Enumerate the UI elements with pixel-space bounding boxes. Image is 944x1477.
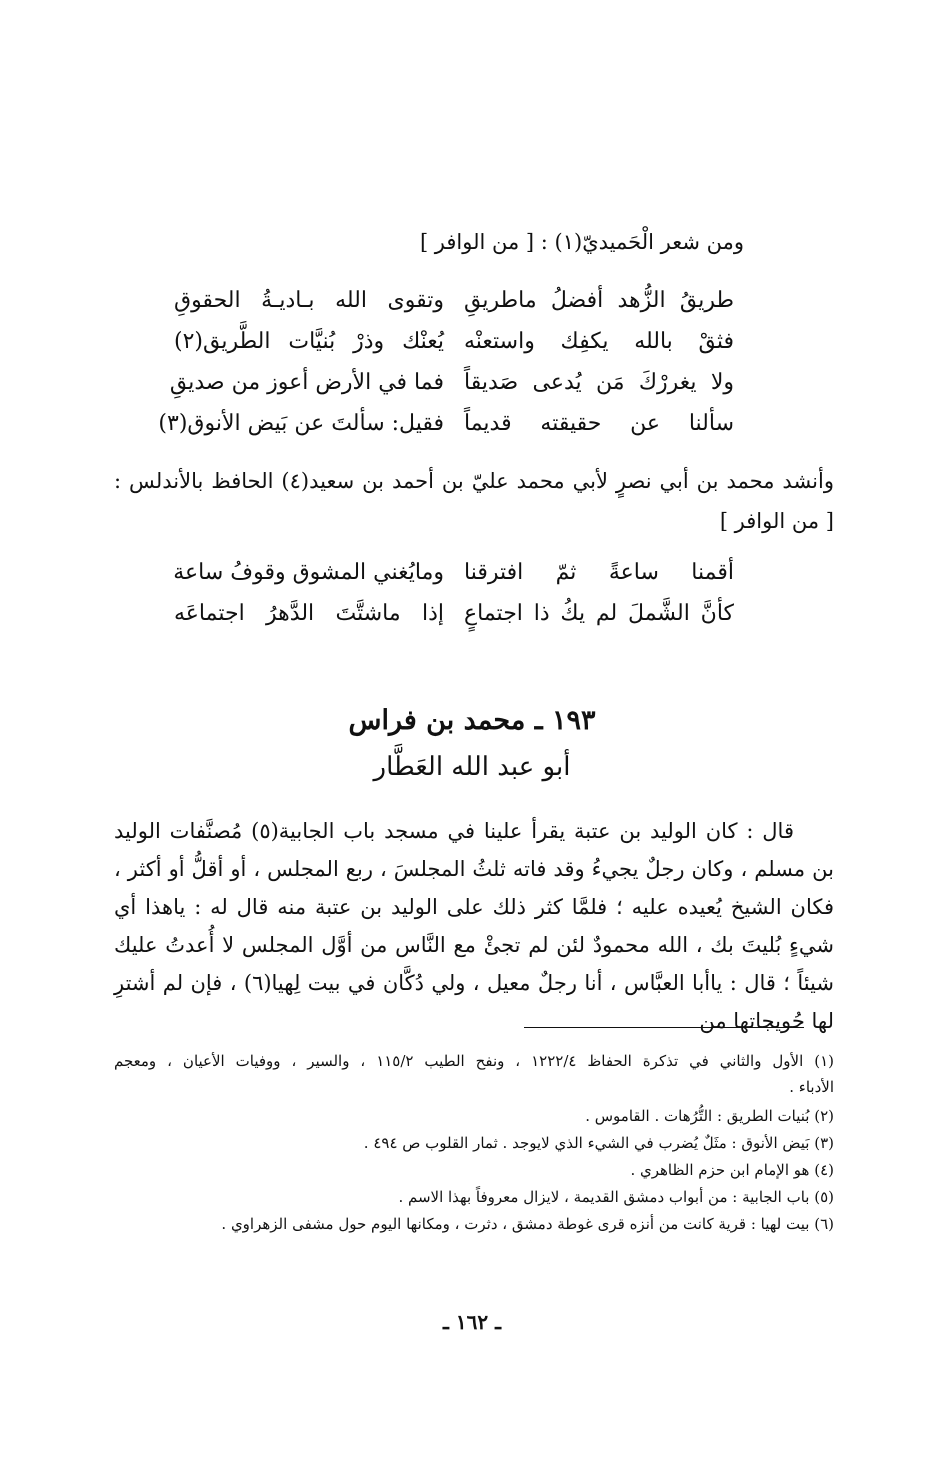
verse-left-hemistich: فقيل: سألتَ عن بَيض الأنوق(٣) [158,411,444,436]
verse-left-hemistich: إذا ماشتَّتَ الدَّهرُ اجتماعَه [174,601,444,626]
verse-line [174,593,734,634]
poem-hamidi [158,280,734,444]
footnotes [114,1048,834,1238]
footnote-4: (٤) هو الإمام ابن حزم الظاهري . [630,1161,834,1179]
footnote-5: (٥) باب الجابية : من أبواب دمشق القديمة ، لايزال معروفاً بهذا الاسم . [398,1188,834,1206]
poem-intro: ومن شعر الْحَميديّ(١) : [ من الوافر ] [419,230,744,254]
verse-line [174,321,734,362]
verse-right-hemistich: سألنا عن حقيقته قديماً [464,411,734,436]
verse-line [174,552,734,593]
poem-ibn-hazm [174,552,734,634]
verse-left-hemistich: وتقوى الله بـاديـةُ الحقوقِ [174,288,444,313]
verse-right-hemistich: أقمنا ساعةً ثمّ افترقنا [464,560,734,585]
meter-label: [ من الوافر ] [719,509,834,533]
verse-left-hemistich: يُعنْك وذرْ بُنيَّات الطَّريق(٢) [174,329,444,354]
footnote-2: (٢) بُنيات الطريق : التُّرُهات . القاموس . [585,1107,834,1125]
poem2-intro-line: وأنشد محمد بن أبي نصرٍ لأبي محمد عليّ بن أحمد بن سعيد(٤) الحافظ بالأندلس : [114,469,834,493]
entry-subtitle: أبو عبد الله العَطَّار [373,752,571,782]
verse-line [158,403,734,444]
verse-left-hemistich: ومايُغني المشوق وقوفُ ساعة [173,560,444,585]
verse-right-hemistich: ولا يغررْكَ مَن يُدعى صَديقاً [464,370,734,395]
footnote-3: (٣) بَيض الأنوق : مثَلٌ يُضرب في الشيء الذي لايوجد . ثمار القلوب ص ٤٩٤ . [363,1134,834,1152]
verse-right-hemistich: طريقُ الزُّهد أفضلُ ماطريقِ [464,288,734,313]
footnote-1-continuation: الأدباء . [789,1078,834,1096]
verse-right-hemistich: فثقْ بالله يكفِك واستعنْه [464,329,734,354]
entry-title: ١٩٣ ـ محمد بن فراس [348,705,596,736]
verse-line [174,280,734,321]
footnote-6: (٦) بيت لهيا : قرية كانت من أنزه قرى غوطة دمشق ، دثرت ، ومكانها اليوم حول مشفى الزهراوي . [221,1215,834,1233]
footnote-1: (١) الأول والثاني في تذكرة الحفاظ ١٢٢٢/٤ ، ونفح الطيب ١١٥/٢ ، والسير ، ووفيات الأعيان ، ومعجم [114,1052,835,1070]
body-paragraph: قال : كان الوليد بن عتبة يقرأ علينا في مسجد باب الجابية(٥) مُصنَّفات الوليد بن مسلم ، وكان رجلٌ يجيءُ وقد فاته ثلثُ المجلسَ ، ربع المجلس ، أو أقلُّ أو أكثر ، فكان الشيخ يُعيده عليه ؛ فلمَّا كثر ذلك على الوليد بن عتبة منه قال له : ياهذا أي شيءٍ بُليتَ بك ، الله محمودٌ لئن لم تجئْ مع النَّاس من أوَّل المجلس لا أُعدتُ عليك شيئاً ؛ قال : ياأبا العبَّاس ، أنا رجلٌ معيل ، ولي دُكَّان في بيت لِهيا(٦) ، فإن لم أشترِ لها حُويجاتها من [114,819,834,1033]
verse-left-hemistich: فما في الأرض أعوز من صديقِ [169,370,444,395]
verse-right-hemistich: كأنَّ الشَّملَ لم يكُ ذا اجتماعٍ [464,601,734,626]
page-number: ـ ١٦٢ ـ [443,1310,501,1334]
footnote-separator [524,1027,804,1028]
verse-line [169,362,734,403]
